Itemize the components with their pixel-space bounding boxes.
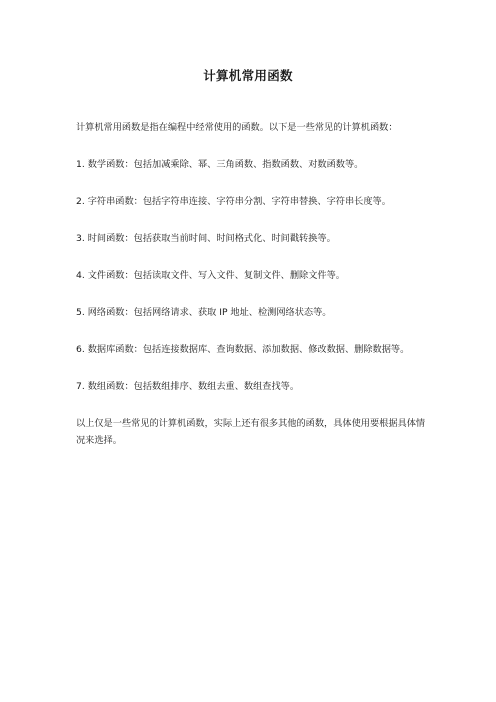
list-item-text: 文件函数：包括读取文件、写入文件、复制文件、删除文件等。 xyxy=(87,270,345,281)
list-item-number: 3. xyxy=(76,233,85,244)
list-item-number: 4. xyxy=(76,270,85,281)
list-item-database xyxy=(76,341,428,358)
list-item-time xyxy=(76,230,428,247)
list-item-network xyxy=(76,304,428,321)
list-item-text: 字符串函数：包括字符串连接、字符串分割、字符串替换、字符串长度等。 xyxy=(87,196,391,207)
list-item-number: 7. xyxy=(76,381,85,392)
list-item-number: 6. xyxy=(76,344,85,355)
list-item-number: 5. xyxy=(76,307,85,318)
list-item-text: 数学函数：包括加减乘除、幂、三角函数、指数函数、对数函数等。 xyxy=(87,159,364,170)
list-item-number: 2. xyxy=(76,196,85,207)
list-item-text: 数据库函数：包括连接数据库、查询数据、添加数据、修改数据、删除数据等。 xyxy=(87,344,410,355)
document-body xyxy=(76,119,428,469)
list-item-number: 1. xyxy=(76,159,85,170)
list-item-math xyxy=(76,156,428,173)
list-item-file xyxy=(76,267,428,284)
intro-paragraph: 计算机常用函数是指在编程中经常使用的函数。以下是一些常见的计算机函数： xyxy=(76,122,398,133)
list-item-text: 时间函数：包括获取当前时间、时间格式化、时间戳转换等。 xyxy=(87,233,336,244)
conclusion-paragraph: 以上仅是一些常见的计算机函数，实际上还有很多其他的函数，具体使用要根据具体情况来选择。 xyxy=(76,418,426,446)
list-item-text: 数组函数：包括数组排序、数组去重、数组查找等。 xyxy=(87,381,300,392)
document-title: 计算机常用函数 xyxy=(203,68,293,83)
list-item-array xyxy=(76,378,428,395)
list-item-string xyxy=(76,193,428,210)
list-item-text: 网络函数：包括网络请求、获取 IP 地址、检测网络状态等。 xyxy=(87,307,332,318)
